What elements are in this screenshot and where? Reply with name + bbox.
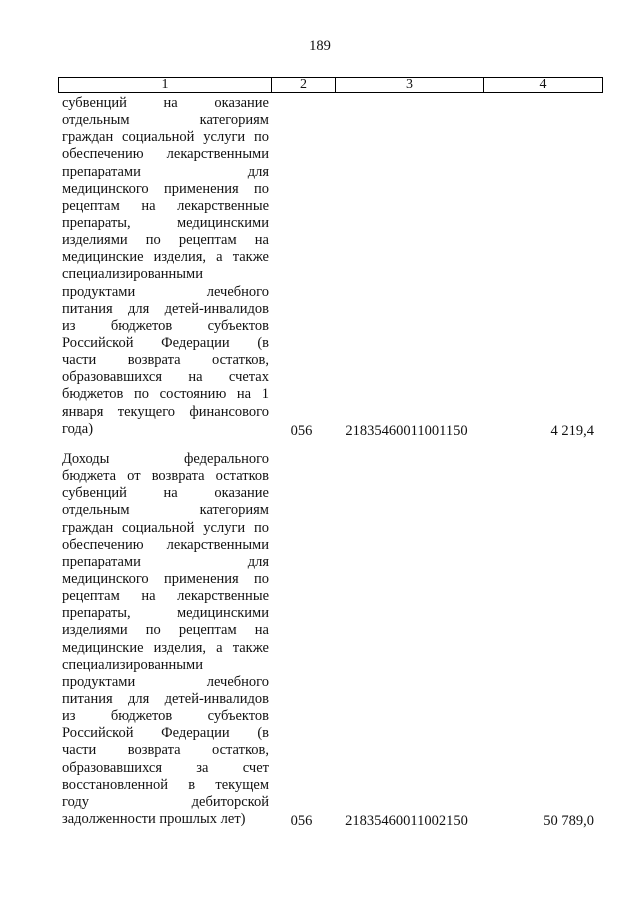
description-line: рецептам на лекарственные (62, 197, 269, 214)
row-description (62, 95, 269, 438)
description-line: образовавшихся на счетах (62, 369, 269, 386)
amount: 4 219,4 (550, 423, 594, 439)
description-line: медицинские изделия, а также (62, 639, 269, 656)
description-line: обеспечению лекарственными (62, 146, 269, 163)
description-line: бюджетов по состоянию на 1 (62, 386, 269, 403)
budget-classification-code: 21835460011001150 (345, 423, 468, 439)
description-line: изделиями по рецептам на (62, 232, 269, 249)
description-line: специализированными (62, 656, 203, 673)
description-line: Доходы федерального (62, 451, 269, 467)
description-line: питания для детей-инвалидов (62, 300, 269, 317)
description-line: препаратами для (62, 163, 269, 180)
row-description (62, 451, 269, 828)
admin-code: 056 (290, 423, 313, 439)
description-line: из бюджетов субъектов (62, 708, 269, 725)
description-line: медицинские изделия, а также (62, 249, 269, 266)
description-line: медицинского применения по (62, 180, 269, 197)
description-line: препаратами для (62, 553, 269, 570)
column-header-2: 2 (272, 78, 336, 93)
column-header-row (59, 78, 603, 93)
description-line: бюджета от возврата остатков (62, 468, 269, 485)
description-line: года) (62, 420, 94, 437)
description-line: продуктами лечебного (62, 283, 269, 300)
budget-classification-code: 21835460011002150 (345, 813, 468, 829)
description-line: Российской Федерации (в (62, 334, 269, 351)
description-line: января текущего финансового (62, 403, 269, 420)
description-line: образовавшихся за счет (62, 759, 269, 776)
description-line: медицинского применения по (62, 570, 269, 587)
description-line: части возврата остатков, (62, 742, 269, 759)
description-line: препараты, медицинскими (62, 605, 269, 622)
description-line: субвенций на оказание (62, 95, 269, 111)
description-line: отдельным категориям (62, 502, 269, 519)
admin-code: 056 (290, 813, 313, 829)
description-line: граждан социальной услуги по (62, 519, 269, 536)
column-header-1: 1 (59, 78, 272, 93)
table-row (58, 95, 598, 445)
description-line: граждан социальной услуги по (62, 129, 269, 146)
amount: 50 789,0 (543, 813, 594, 829)
table-row (58, 451, 598, 836)
description-line: обеспечению лекарственными (62, 536, 269, 553)
description-line: продуктами лечебного (62, 673, 269, 690)
column-header-table (58, 77, 603, 93)
column-header-4: 4 (484, 78, 603, 93)
description-line: субвенций на оказание (62, 485, 269, 502)
description-line: отдельным категориям (62, 112, 269, 129)
description-line: специализированными (62, 266, 203, 283)
column-header-3: 3 (336, 78, 484, 93)
page-number: 189 (309, 38, 331, 54)
description-line: задолженности прошлых лет) (62, 810, 246, 827)
description-line: препараты, медицинскими (62, 214, 269, 231)
description-line: восстановленной в текущем (62, 776, 269, 793)
description-line: из бюджетов субъектов (62, 317, 269, 334)
description-line: питания для детей-инвалидов (62, 690, 269, 707)
description-line: году дебиторской (62, 793, 269, 810)
description-line: рецептам на лекарственные (62, 588, 269, 605)
description-line: Российской Федерации (в (62, 725, 269, 742)
description-line: изделиями по рецептам на (62, 622, 269, 639)
description-line: части возврата остатков, (62, 352, 269, 369)
